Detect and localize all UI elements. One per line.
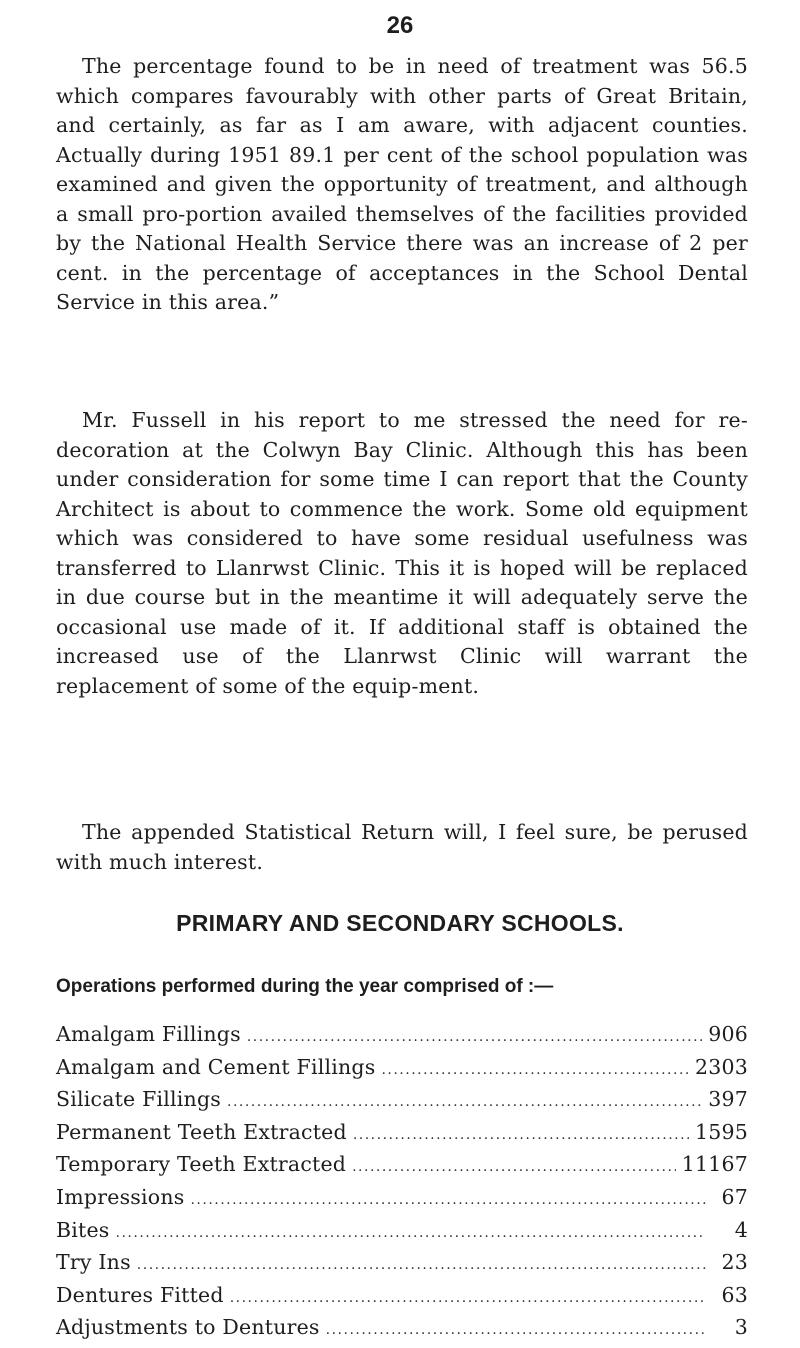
operation-row <box>56 1315 748 1348</box>
paragraph-statistical-return: The appended Statistical Return will, I feel sure, be perused with much interest. <box>56 820 748 874</box>
operation-label: Permanent Teeth Extracted <box>56 1119 347 1144</box>
operation-row <box>56 1120 748 1153</box>
operation-row <box>56 1022 748 1055</box>
operations-list <box>56 1022 748 1348</box>
operation-label: Dentures Fitted <box>56 1282 224 1307</box>
operation-row <box>56 1152 748 1185</box>
dot-leader <box>137 1257 706 1273</box>
operation-row <box>56 1283 748 1316</box>
operation-label: Temporary Teeth Extracted <box>56 1152 347 1177</box>
operation-count: 906 <box>708 1022 748 1046</box>
operation-row <box>56 1250 748 1283</box>
operation-count: 11167 <box>681 1152 748 1177</box>
operation-count: 67 <box>721 1184 748 1209</box>
dot-leader <box>227 1094 702 1110</box>
operation-count: 4 <box>734 1217 748 1242</box>
dot-leader <box>116 1225 706 1241</box>
dot-leader <box>353 1127 689 1143</box>
operation-count: 3 <box>734 1315 748 1340</box>
operation-row <box>56 1218 748 1251</box>
operations-subheading: Operations performed during the year comprised of :— <box>56 976 554 997</box>
operation-label: Silicate Fillings <box>56 1087 221 1112</box>
operation-label: Try Ins <box>56 1250 131 1275</box>
operation-count: 63 <box>721 1282 748 1307</box>
dot-leader <box>352 1159 676 1175</box>
operation-count: 397 <box>708 1087 748 1112</box>
operation-label: Amalgam Fillings <box>56 1022 241 1046</box>
paragraph-treatment-percentage: The percentage found to be in need of treatment was 56.5 which compares favourably with other parts of Great Britain, and certainly, as far as I am aware, with adjacent counties. Actually during 1951 89.1 per cent of the school population was examined and given the opportunity of treatment, and although a small pro-portion availed themselves of the facilities provided by the National Health Service there was an increase of 2 per cent. in the percentage of acceptances in the School Dental Service in this area.” <box>56 54 748 314</box>
operation-label: Adjustments to Dentures <box>56 1315 320 1340</box>
operation-row <box>56 1185 748 1218</box>
dot-leader <box>230 1290 706 1306</box>
dot-leader <box>190 1192 706 1208</box>
operation-row <box>56 1055 748 1088</box>
operation-count: 23 <box>721 1250 748 1275</box>
operation-row <box>56 1087 748 1120</box>
operation-label: Amalgam and Cement Fillings <box>56 1054 376 1079</box>
operation-count: 2303 <box>695 1054 748 1079</box>
paragraph-clinic-redecoration: Mr. Fussell in his report to me stressed the need for re-decoration at the Colwyn Bay Clinic. Although this has been under consideration for some time I can report that the County Architect is about to commence the work. Some old equipment which was considered to have some residual usefulness was transferred to Llanrwst Clinic. This it is hoped will be replaced in due course but in the meantime it will adequately serve the occasional use made of it. If additional staff is obtained the increased use of the Llanrwst Clinic will warrant the replacement of some of the equip-ment. <box>56 408 748 698</box>
operation-label: Bites <box>56 1217 110 1242</box>
dot-leader <box>247 1029 702 1045</box>
operation-label: Impressions <box>56 1184 185 1209</box>
section-heading: PRIMARY AND SECONDARY SCHOOLS. <box>176 910 624 936</box>
dot-leader <box>326 1322 706 1338</box>
page-number: 26 <box>386 12 414 39</box>
dot-leader <box>381 1062 689 1078</box>
operation-count: 1595 <box>695 1119 748 1144</box>
